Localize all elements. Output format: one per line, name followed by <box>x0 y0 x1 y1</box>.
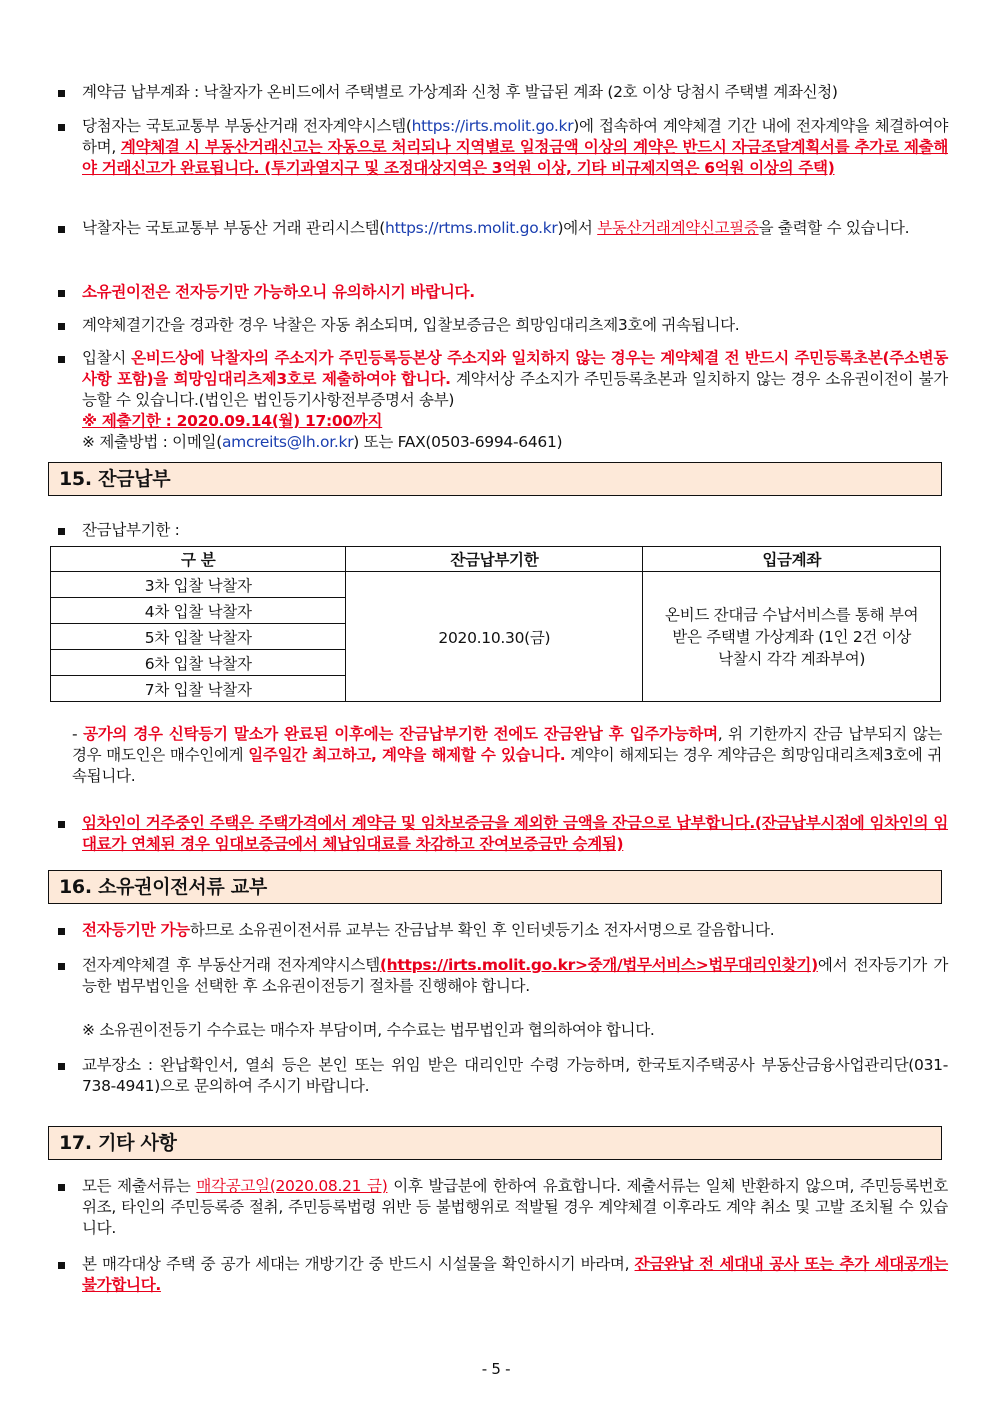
deadline-cell: 2020.10.30(금) <box>346 572 643 702</box>
bullet-square-icon <box>58 90 65 97</box>
bullet-square-icon <box>58 1262 65 1269</box>
vacant-unit-item: 본 매각대상 주택 중 공가 세대는 개방기간 중 반드시 시설물을 확인하시기 바라며, 잔금완납 전 세대내 공사 또는 추가 세대공개는 불가합니다. <box>58 1254 948 1296</box>
bullet-square-icon <box>58 963 65 970</box>
bullet-square-icon <box>58 226 65 233</box>
section-17-header: 17. 기타 사항 <box>48 1126 942 1160</box>
bullet-square-icon <box>58 290 65 297</box>
bullet-square-icon <box>58 1063 65 1070</box>
bullet-square-icon <box>58 124 65 131</box>
legal-firm-item: 전자계약체결 후 부동산거래 전자계약시스템(https://irts.molit.go.kr>중개/법무서비스>법무대리인찾기)에서 전자등기가 가능한 법무법인을 선택한 후 소유권이전등기 절차를 진행해야 합니다. <box>58 955 948 997</box>
section-15-header: 15. 잔금납부 <box>48 462 942 496</box>
rtms-link[interactable]: https://rtms.molit.go.kr <box>385 219 558 237</box>
header-deadline: 잔금납부기한 <box>346 547 643 572</box>
announcement-date: 매각공고일(2020.08.21 금) <box>196 1177 388 1195</box>
rtms-certificate: 부동산거래계약신고필증 <box>597 219 759 237</box>
page-number: - 5 - <box>481 1360 511 1378</box>
bidder-round-cell: 3차 입찰 낙찰자 <box>51 572 346 598</box>
bullet-square-icon <box>58 821 65 828</box>
bidder-round-cell: 7차 입찰 낙찰자 <box>51 676 346 702</box>
table-header-row <box>51 547 941 572</box>
header-account: 입금계좌 <box>643 547 941 572</box>
bullet-square-icon <box>58 323 65 330</box>
address-item: 입찰시 온비드상에 낙찰자의 주소지가 주민등록등본상 주소지와 일치하지 않는 경우는 계약체결 전 반드시 주민등록초본(주소변동사항 포함)을 희망임대리츠제3호로 제출하여야 합니다. 계약서상 주소지가 주민등록초본과 일치하지 않는 경우 소유권이전이 불가능할 수 있습니다.(법인은 법인등기사항전부증명서 송부) ※ 제출기한 : 2020.09.14(월) 17:00까지 ※ 제출방법 : 이메일(amcreits@lh.or.kr) 또는 FAX(0503-6994-6461) <box>58 348 948 453</box>
bidder-round-cell: 5차 입찰 낙찰자 <box>51 624 346 650</box>
irts-link[interactable]: https://irts.molit.go.kr <box>411 117 574 135</box>
delivery-place-item: 교부장소 : 완납확인서, 열쇠 등은 본인 또는 위임 받은 대리인만 수령 가능하며, 한국토지주택공사 부동산금융사업관리단(031-738-4941)으로 문의하여 주시기 바랍니다. <box>58 1055 948 1097</box>
legal-firm-link[interactable]: (https://irts.molit.go.kr>중개/법무서비스>법무대리인찾기) <box>379 956 818 974</box>
section-16-header: 16. 소유권이전서류 교부 <box>48 870 942 904</box>
e-contract-notice: 계약체결 시 부동산거래신고는 자동으로 처리되나 지역별로 일정금액 이상의 계약은 반드시 자금조달계획서를 추가로 제출해야 거래신고가 완료됩니다. (투기과열지구 및 조정대상지역은 3억원 이상, 기타 비규제지역은 6억원 이상의 주택) <box>82 138 948 177</box>
e-registry-item: 전자등기만 가능하므로 소유권이전서류 교부는 잔금납부 확인 후 인터넷등기소 전자서명으로 갈음합니다. <box>58 920 948 941</box>
e-contract-item: 당첨자는 국토교통부 부동산거래 전자계약시스템(https://irts.molit.go.kr)에 접속하여 계약체결 기간 내에 전자계약을 체결하여야 하며, 계약체결 시 부동산거래신고는 자동으로 처리되나 지역별로 일정금액 이상의 계약은 반드시 자금조달계획서를 추가로 제출해야 거래신고가 완료됩니다. (투기과열지구 및 조정대상지역은 3억원 이상, 기타 비규제지역은 6억원 이상의 주택) <box>58 116 948 179</box>
account-cell: 온비드 잔대금 수납서비스를 통해 부여받은 주택별 가상계좌 (1인 2건 이상 낙찰시 각각 계좌부여) <box>643 572 941 702</box>
documents-validity-item: 모든 제출서류는 매각공고일(2020.08.21 금) 이후 발급분에 한하여 유효합니다. 제출서류는 일체 반환하지 않으며, 주민등록번호 위조, 타인의 주민등록증 절취, 주민등록법령 위반 등 불법행위로 적발될 경우 계약체결 이후라도 계약 취소 및 고발 조치될 수 있습니다. <box>58 1176 948 1239</box>
tenant-item: 임차인이 거주중인 주택은 주택가격에서 계약금 및 임차보증금을 제외한 금액을 잔금으로 납부합니다.(잔금납부시점에 임차인의 임대료가 연체된 경우 임대보증금에서 체납임대료를 차감하고 잔여보증금만 승계됨) <box>58 813 948 855</box>
bullet-square-icon <box>58 528 65 535</box>
expiry-item: 계약체결기간을 경과한 경우 낙찰은 자동 취소되며, 입찰보증금은 희망임대리츠제3호에 귀속됩니다. <box>58 315 948 336</box>
bullet-square-icon <box>58 928 65 935</box>
email-link[interactable]: amcreits@lh.or.kr <box>221 433 354 451</box>
fee-note: ※ 소유권이전등기 수수료는 매수자 부담이며, 수수료는 법무법인과 협의하여야 합니다. <box>82 1021 655 1039</box>
balance-payment-table <box>50 546 941 702</box>
bidder-round-cell: 4차 입찰 낙찰자 <box>51 598 346 624</box>
rtms-item: 낙찰자는 국토교통부 부동산 거래 관리시스템(https://rtms.molit.go.kr)에서 부동산거래계약신고필증을 출력할 수 있습니다. <box>58 218 948 239</box>
header-category: 구 분 <box>51 547 346 572</box>
vacant-house-note: - 공가의 경우 신탁등기 말소가 완료된 이후에는 잔금납부기한 전에도 잔금완납 후 입주가능하며, 위 기한까지 잔금 납부되지 않는 경우 매도인은 매수인에게 일주일간 최고하고, 계약을 해제할 수 있습니다. 계약이 해제되는 경우 계약금은 희망임대리츠제3호에 귀속됩니다. <box>72 725 943 785</box>
submission-deadline: ※ 제출기한 : 2020.09.14(월) 17:00까지 <box>82 412 383 430</box>
bullet-square-icon <box>58 1184 65 1191</box>
balance-deadline-label: 잔금납부기한 : <box>58 520 948 541</box>
deposit-account-item: 계약금 납부계좌 : 낙찰자가 온비드에서 주택별로 가상계좌 신청 후 발급된 계좌 (2호 이상 당첨시 주택별 계좌신청) <box>58 82 948 103</box>
bidder-round-cell: 6차 입찰 낙찰자 <box>51 650 346 676</box>
table-row <box>51 572 941 598</box>
bullet-square-icon <box>58 356 65 363</box>
ownership-item: 소유권이전은 전자등기만 가능하오니 유의하시기 바랍니다. <box>58 282 948 303</box>
